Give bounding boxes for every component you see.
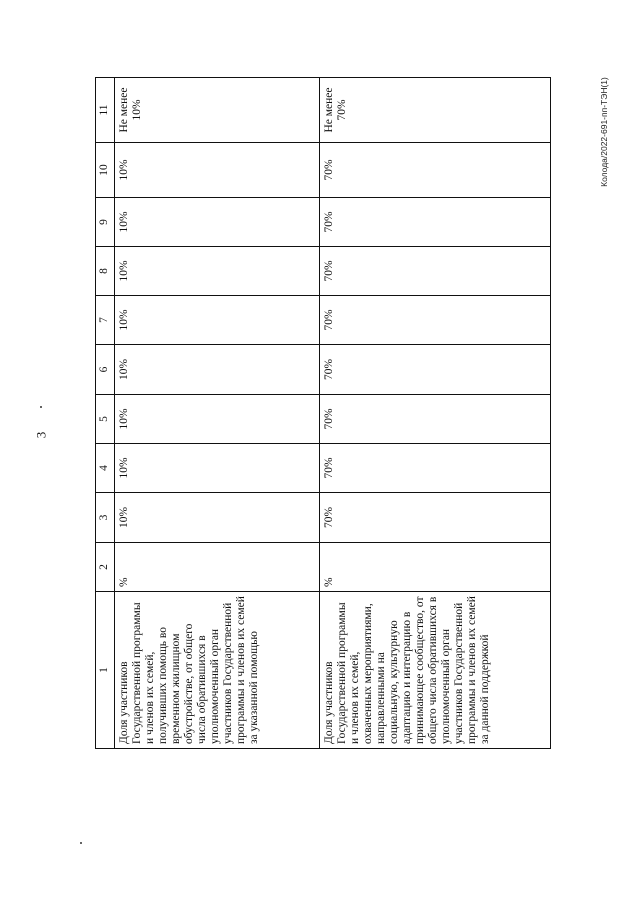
- page-number: 3: [33, 431, 49, 439]
- column-header: 1: [95, 591, 114, 748]
- indicators-table-wrapper: [94, 77, 550, 748]
- value-cell: 10%: [114, 443, 319, 492]
- value-cell: 70%: [319, 443, 550, 492]
- column-header: 5: [95, 394, 114, 443]
- column-header: 6: [95, 344, 114, 394]
- target-cell: Не менее 70%: [319, 77, 550, 142]
- value-cell: 70%: [319, 492, 550, 542]
- value-cell: 70%: [319, 344, 550, 394]
- column-header: 9: [95, 197, 114, 246]
- value-cell: 10%: [114, 142, 319, 197]
- value-cell: 70%: [319, 295, 550, 344]
- indicators-table: [95, 77, 551, 749]
- indicator-description: Доля участников Государственной программы и членов их семей, охваченных мероприятиями, направленными на социальную, культурную адаптацию и интеграцию в принимающее сообщество, от общего числа обратившихся в уполномоченный орган участников Государственной программы и членов их семей за данной поддержкой: [319, 591, 550, 748]
- value-cell: 10%: [114, 295, 319, 344]
- table-row: [114, 77, 319, 748]
- document-stamp-text: Колода/2022-691-пп-ТЭН(1): [599, 77, 609, 187]
- unit-cell: %: [319, 542, 550, 591]
- column-header: 7: [95, 295, 114, 344]
- column-header: 4: [95, 443, 114, 492]
- value-cell: 70%: [319, 246, 550, 295]
- value-cell: 10%: [114, 492, 319, 542]
- value-cell: 70%: [319, 142, 550, 197]
- value-cell: 70%: [319, 394, 550, 443]
- document-stamp: [598, 67, 610, 197]
- column-header: 10: [95, 142, 114, 197]
- target-cell: Не менее 10%: [114, 77, 319, 142]
- column-header: 3: [95, 492, 114, 542]
- table-header-row: [95, 77, 114, 748]
- indicator-description: Доля участников Государственной программы и членов их семей, получивших помощь во временном жилищном обустройстве, от общего числа обратившихся в уполномоченный орган участников Государственной программы и членов их семей за указанной помощью: [114, 591, 319, 748]
- value-cell: 70%: [319, 197, 550, 246]
- column-header: 2: [95, 542, 114, 591]
- unit-cell: %: [114, 542, 319, 591]
- table-row: [319, 77, 550, 748]
- value-cell: 10%: [114, 394, 319, 443]
- column-header: 11: [95, 77, 114, 142]
- value-cell: 10%: [114, 246, 319, 295]
- value-cell: 10%: [114, 197, 319, 246]
- scan-speck: [40, 406, 42, 408]
- value-cell: 10%: [114, 344, 319, 394]
- scan-speck: [80, 842, 82, 844]
- column-header: 8: [95, 246, 114, 295]
